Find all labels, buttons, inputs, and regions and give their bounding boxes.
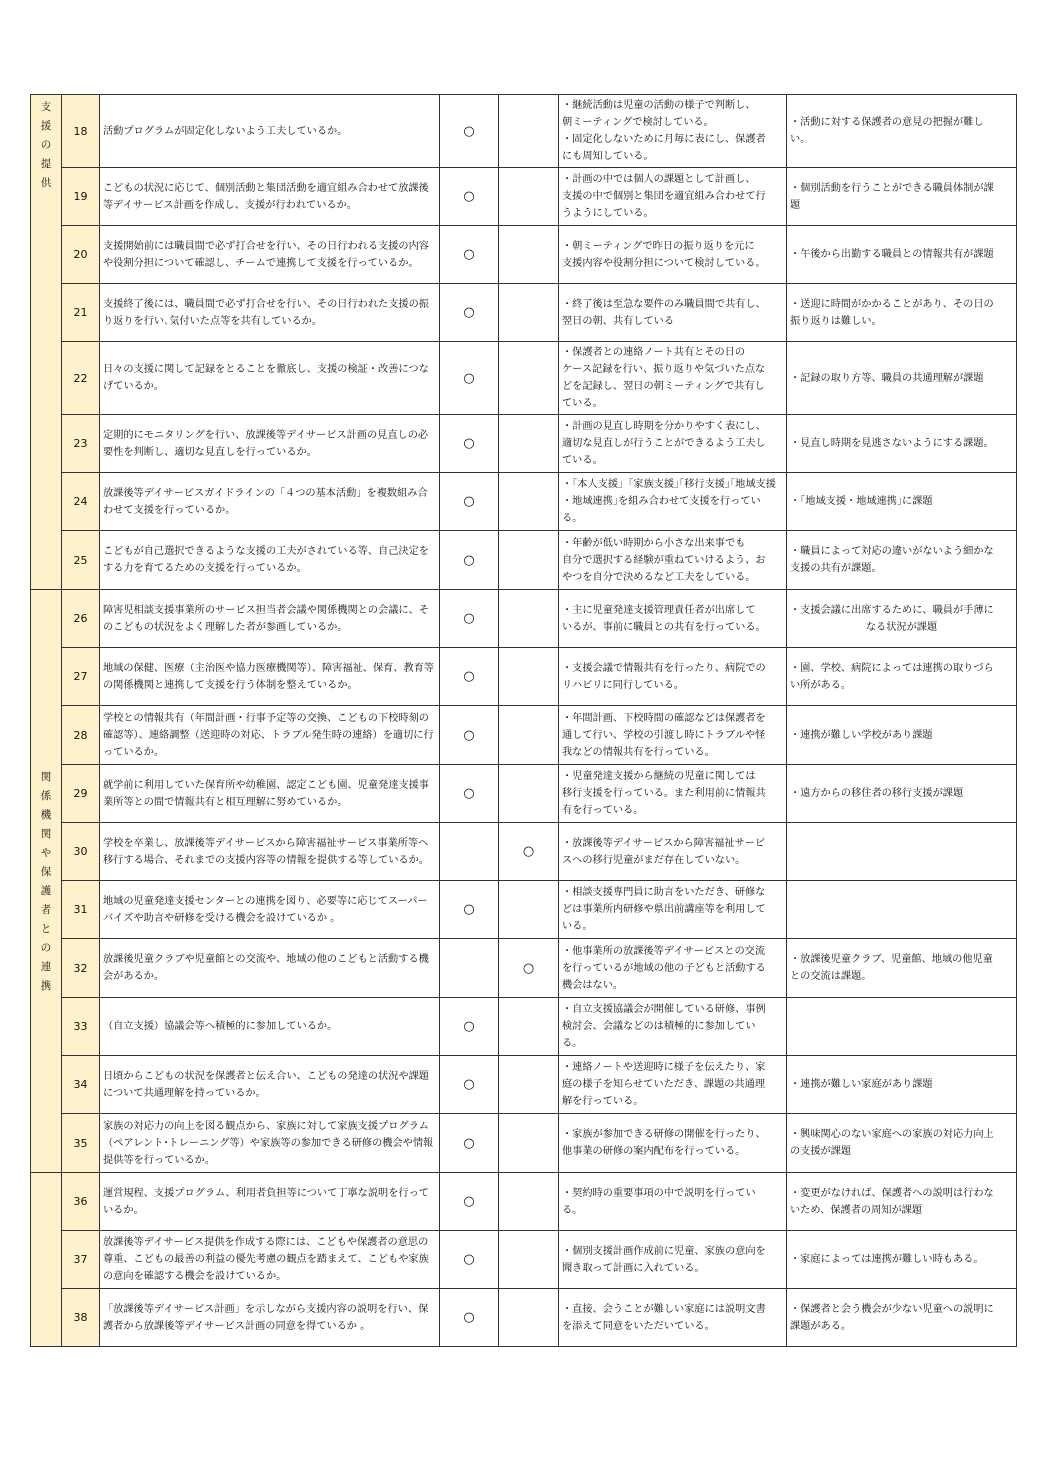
table-row (31, 415, 1017, 473)
issue-notes (787, 939, 1017, 998)
issue-notes (787, 473, 1017, 531)
effort-line: 支援の中で個別と集団を適宜組み合わせて行 (562, 191, 766, 202)
table-row (31, 939, 1017, 998)
effort-line: ・地域連携｣を組み合わせて支援を行ってい (562, 496, 761, 507)
effort-notes (559, 1289, 787, 1347)
item-question: 放課後等デイサービスガイドラインの「４つの基本活動」を複数組み合わせて支援を行っているか。 (100, 473, 440, 531)
issue-line: ・園、学校、病院によっては連携の取りづら (790, 662, 994, 674)
issue-line: ・変更がなければ、保護者への説明は行わな (790, 1187, 994, 1199)
effort-notes (559, 95, 787, 168)
effort-line: ・自立支援協議会が開催している研修、事例 (562, 1004, 766, 1015)
effort-notes (559, 531, 787, 590)
effort-notes (559, 1173, 787, 1231)
effort-notes (559, 1056, 787, 1114)
item-question: こどもの状況に応じて、個別活動と集団活動を適宜組み合わせて放課後等デイサービス計画を作成し、支援が行われているか。 (100, 168, 440, 226)
issue-notes (787, 531, 1017, 590)
effort-line: ・個別支援計画作成前に児童、家族の意向を (562, 1245, 766, 1257)
issue-notes (787, 1114, 1017, 1173)
table-row (31, 590, 1017, 648)
answer-yes: ○ (440, 706, 499, 765)
issue-notes (787, 1056, 1017, 1114)
answer-no: ○ (499, 939, 559, 998)
effort-line: ・計画の見直し時期を分かりやすく表にし、 (562, 421, 766, 432)
answer-yes (440, 939, 499, 998)
issue-notes (787, 648, 1017, 706)
issue-line: ・記録の取り方等、職員の共通理解が課題 (790, 372, 984, 384)
effort-line: ・朝ミーティングで昨日の振り返りを元に (562, 240, 755, 252)
item-question: 運営規程、支援プログラム、利用者負担等について丁寧な説明を行っているか。 (100, 1173, 440, 1231)
issue-line: 支援の共有が課題。 (790, 563, 882, 574)
issue-line: ・個別活動を行うことができる職員体制が課 (790, 182, 994, 194)
issue-notes (787, 998, 1017, 1056)
table-row (31, 168, 1017, 226)
issue-notes (787, 823, 1017, 881)
effort-line: ・年齢が低い時期から小さな出来事でも (562, 537, 746, 549)
item-number: 18 (62, 95, 100, 168)
issue-line: ・保護者と会う機会が少ない児童への説明に (790, 1303, 994, 1315)
item-number: 29 (62, 765, 100, 823)
issue-notes (787, 590, 1017, 648)
effort-line: ケース記録を行い、振り返りや気づいた点な (562, 364, 766, 375)
effort-line: る。 (562, 1038, 583, 1049)
issue-line: なる状況が課題 (865, 621, 938, 633)
effort-line: を添えて同意をいただいている。 (562, 1320, 715, 1332)
effort-line: ・連絡ノートや送迎時に様子を伝えたり、家 (562, 1062, 766, 1073)
answer-yes: ○ (440, 1114, 499, 1173)
answer-yes: ○ (440, 998, 499, 1056)
effort-line: 庭の様子を知らせていただき、課題の共通理 (562, 1079, 766, 1090)
effort-line: 機会はない。 (562, 979, 624, 991)
issue-line: ・送迎に時間がかかることがあり、その日の (790, 298, 994, 310)
issue-notes (787, 1173, 1017, 1231)
table-row (31, 531, 1017, 590)
table-row (31, 1289, 1017, 1347)
effort-line: 解を行っている。 (562, 1096, 644, 1107)
answer-no (499, 531, 559, 590)
table-row (31, 473, 1017, 531)
effort-notes (559, 1231, 787, 1289)
category-char: の (40, 139, 52, 151)
effort-line: ・保護者との連絡ノート共有とその日の (562, 347, 746, 358)
table-row (31, 765, 1017, 823)
item-question: 日々の支援に関して記録をとることを徹底し、支援の検証・改善につなげているか。 (100, 342, 440, 415)
answer-no (499, 1231, 559, 1289)
item-question: こどもが自己選択できるような支援の工夫がされている等、自己決定をする力を育てるための支援を行っているか。 (100, 531, 440, 590)
item-question: 家族の対応力の向上を図る観点から、家族に対して家族支援プログラム（ペアレント･トレーニング等）や家族等の参加できる研修の機会や情報提供等を行っているか。 (100, 1114, 440, 1173)
answer-yes: ○ (440, 168, 499, 226)
effort-line: 適切な見直しが行うことができるよう工夫し (562, 438, 766, 449)
effort-notes (559, 765, 787, 823)
answer-no (499, 95, 559, 168)
effort-line: 翌日の朝、共有している (562, 315, 675, 327)
category-char: 連 (40, 960, 52, 973)
table-row (31, 284, 1017, 342)
table-row (31, 706, 1017, 765)
answer-yes: ○ (440, 881, 499, 939)
issue-line: ・職員によって対応の違いがないよう細かな (790, 546, 994, 557)
table-row (31, 648, 1017, 706)
answer-no (499, 415, 559, 473)
effort-line: ・児童発達支援から継続の児童に関しては (562, 771, 756, 782)
effort-line: ・他事業所の放課後等デイサービスとの交流 (562, 945, 766, 957)
effort-line: にも周知している。 (562, 151, 654, 162)
item-number: 35 (62, 1114, 100, 1173)
issue-line: い。 (790, 134, 811, 145)
effort-line: ・相談支援専門員に助言をいただき、研修な (562, 887, 766, 898)
category-char: や (40, 846, 52, 859)
table-row (31, 1114, 1017, 1173)
answer-yes: ○ (440, 1056, 499, 1114)
effort-notes (559, 590, 787, 648)
category-char: 機 (40, 808, 52, 821)
category-char: の (40, 941, 52, 954)
effort-line: 聞き取って計画に入れている。 (562, 1262, 705, 1274)
effort-line: ・「本人支援」｢家族支援｣｢移行支援｣｢地域支援 (562, 479, 776, 490)
effort-line: ている。 (562, 398, 603, 409)
effort-line: ・放課後等デイサービスから障害福祉サービ (562, 837, 766, 849)
category-char: 支 (40, 101, 52, 113)
issue-line: ・遠方からの移住者の移行支援が課題 (790, 788, 964, 799)
effort-notes (559, 226, 787, 284)
item-question: 学校を卒業し、放課後等デイサービスから障害福祉サービス事業所等へ移行する場合、それまでの支援内容等の情報を提供する等しているか。 (100, 823, 440, 881)
effort-notes (559, 1114, 787, 1173)
effort-line: ・家族が参加できる研修の開催を行ったり、 (562, 1129, 766, 1140)
item-question: 「放課後等デイサービス計画」を示しながら支援内容の説明を行い、保護者から放課後等デイサービス計画の同意を得ているか 。 (100, 1289, 440, 1347)
answer-no (499, 998, 559, 1056)
answer-yes: ○ (440, 590, 499, 648)
item-number: 24 (62, 473, 100, 531)
answer-yes (440, 823, 499, 881)
issue-line: ・活動に対する保護者の意見の把握が難し (790, 117, 984, 128)
effort-notes (559, 881, 787, 939)
table-row (31, 226, 1017, 284)
item-number: 28 (62, 706, 100, 765)
item-question: 放課後等デイサービス提供を作成する際には、こどもや保護者の意思の尊重、こどもの最善の利益の優先考慮の観点を踏まえて、こどもや家族の意向を確認する機会を設けているか。 (100, 1231, 440, 1289)
table-row (31, 998, 1017, 1056)
effort-line: うようにしている。 (562, 208, 654, 219)
answer-yes: ○ (440, 226, 499, 284)
effort-notes (559, 473, 787, 531)
issue-notes (787, 226, 1017, 284)
answer-no (499, 706, 559, 765)
effort-line: 移行支援を行っている。また利用前に情報共 (562, 788, 766, 799)
effort-notes (559, 998, 787, 1056)
answer-no (499, 1056, 559, 1114)
effort-line: ・終了後は至急な要件のみ職員間で共有し、 (562, 298, 766, 310)
issue-notes (787, 284, 1017, 342)
effort-line: 検討会、会議などのは積極的に参加してい (562, 1021, 756, 1032)
answer-yes: ○ (440, 765, 499, 823)
table-row (31, 342, 1017, 415)
issue-notes (787, 765, 1017, 823)
answer-yes: ○ (440, 1173, 499, 1231)
effort-line: リハビリに同行している。 (562, 679, 684, 691)
item-question: 就学前に利用していた保育所や幼稚園、認定こども園、児童発達支援事業所等との間で情報共有と相互理解に努めているか。 (100, 765, 440, 823)
issue-line: ・放課後児童クラブ、児童館、地域の他児童 (790, 954, 993, 965)
effort-notes (559, 342, 787, 415)
item-question: 学校との情報共有（年間計画・行事予定等の交換、こどもの下校時刻の確認等）、連絡調整（送迎時の対応、トラブル発生時の連絡）を適切に行っているか。 (100, 706, 440, 765)
table-row (31, 95, 1017, 168)
category-char: 保 (40, 865, 52, 878)
table-row (31, 1173, 1017, 1231)
item-question: 支援終了後には、職員間で必ず打合せを行い、その日行われた支援の振り返りを行い､気付いた点等を共有しているか。 (100, 284, 440, 342)
effort-notes (559, 648, 787, 706)
answer-no (499, 342, 559, 415)
answer-no: ○ (499, 823, 559, 881)
item-number: 26 (62, 590, 100, 648)
item-question: 放課後児童クラブや児童館との交流や、地域の他のこどもと活動する機会があるか。 (100, 939, 440, 998)
item-number: 31 (62, 881, 100, 939)
effort-line: ・主に児童発達支援管理責任者が出席して (562, 604, 756, 616)
effort-line: る。 (562, 513, 583, 524)
item-number: 38 (62, 1289, 100, 1347)
item-number: 30 (62, 823, 100, 881)
answer-yes: ○ (440, 95, 499, 168)
item-question: 障害児相談支援事業所のサービス担当者会議や関係機関との会議に、そのこどもの状況をよく理解した者が参画しているか。 (100, 590, 440, 648)
item-number: 33 (62, 998, 100, 1056)
effort-line: ・年間計画、下校時間の確認などは保護者を (562, 712, 766, 724)
issue-line: 題 (790, 199, 801, 211)
item-number: 21 (62, 284, 100, 342)
effort-line: ・支援会議で情報共有を行ったり、病院での (562, 662, 766, 674)
effort-line: ・固定化しないために月毎に表にし、保護者 (562, 134, 766, 145)
effort-line: 自分で選択する経験が重ねていけるよう、お (562, 554, 766, 566)
issue-notes (787, 342, 1017, 415)
item-number: 22 (62, 342, 100, 415)
issue-notes (787, 706, 1017, 765)
issue-line: ・興味関心のない家庭への家族の対応力向上 (790, 1129, 994, 1140)
effort-line: ・契約時の重要事項の中で説明を行ってい (562, 1187, 756, 1199)
answer-no (499, 1173, 559, 1231)
item-question: 活動プログラムが固定化しないよう工夫しているか。 (100, 95, 440, 168)
category-char: 提 (40, 158, 52, 170)
answer-yes: ○ (440, 648, 499, 706)
issue-line: 課題がある。 (790, 1320, 852, 1332)
answer-no (499, 590, 559, 648)
issue-notes (787, 881, 1017, 939)
effort-line: いるが、事前に職員との共有を行っている。 (562, 621, 766, 633)
category-char: 護 (40, 884, 52, 897)
effort-line: ている。 (562, 455, 603, 466)
category-char: 係 (40, 789, 52, 802)
effort-notes (559, 284, 787, 342)
item-question: 日頃からこどもの状況を保護者と伝え合い、こどもの発達の状況や課題について共通理解を持っているか。 (100, 1056, 440, 1114)
answer-yes: ○ (440, 531, 499, 590)
issue-notes (787, 1289, 1017, 1347)
effort-line: どを記録し、翌日の朝ミーティングで共有し (562, 381, 765, 392)
effort-line: 有を行っている。 (562, 805, 644, 816)
item-question: 定期的にモニタリングを行い、放課後等デイサービス計画の見直しの必要性を判断し、適切な見直しを行っているか。 (100, 415, 440, 473)
effort-line: ・計画の中では個人の課題として計画し、 (562, 174, 756, 185)
effort-line: 我などの情報共有を行っている。 (562, 746, 715, 758)
category-char: 携 (40, 979, 52, 992)
issue-line: ・｢地域支援・地域連携｣に課題 (790, 496, 933, 507)
evaluation-table (30, 94, 1017, 1347)
effort-line: る。 (562, 1204, 583, 1216)
issue-line: いため、保護者の周知が課題 (790, 1204, 923, 1216)
effort-notes (559, 415, 787, 473)
table-row (31, 1056, 1017, 1114)
effort-line: 通して行い、学校の引渡し時にトラブルや怪 (562, 729, 766, 741)
item-number: 23 (62, 415, 100, 473)
item-number: 20 (62, 226, 100, 284)
answer-no (499, 765, 559, 823)
table-row (31, 881, 1017, 939)
effort-notes (559, 823, 787, 881)
item-number: 27 (62, 648, 100, 706)
item-number: 25 (62, 531, 100, 590)
issue-line: ・支援会議に出席するために、職員が手薄に (790, 604, 994, 616)
effort-line: ・継続活動は児童の活動の様子で判断し、 (562, 100, 756, 111)
effort-notes (559, 168, 787, 226)
category-char: 供 (40, 177, 52, 189)
issue-line: い所がある。 (790, 679, 852, 691)
answer-no (499, 226, 559, 284)
item-question: 支援開始前には職員間で必ず打合せを行い、その日行われる支援の内容や役割分担について確認し、チームで連携して支援を行っているか。 (100, 226, 440, 284)
item-number: 34 (62, 1056, 100, 1114)
category-char: 援 (40, 120, 52, 132)
answer-yes: ○ (440, 284, 499, 342)
issue-line: ・見直し時期を見逃さないようにする課題。 (790, 438, 994, 449)
effort-line: いる。 (562, 921, 593, 932)
issue-line: との交流は課題。 (790, 971, 872, 982)
effort-notes (559, 706, 787, 765)
effort-line: やつを自分で決めるなど工夫をしている。 (562, 571, 756, 583)
table-body (31, 95, 1017, 1347)
issue-line: ・家庭によっては連携が難しい時もある。 (790, 1254, 984, 1265)
effort-line: スへの移行児童がまだ存在していない。 (562, 854, 746, 866)
category-char: 関 (40, 827, 52, 840)
table-row (31, 1231, 1017, 1289)
answer-yes: ○ (440, 415, 499, 473)
category-char: 関 (40, 770, 52, 783)
table-row (31, 823, 1017, 881)
category-char: 者 (40, 903, 52, 916)
answer-yes: ○ (440, 473, 499, 531)
item-question: （自立支援）協議会等へ積極的に参加しているか。 (100, 998, 440, 1056)
effort-line: 支援内容や役割分担について検討している。 (562, 257, 766, 269)
effort-line: どは事業所内研修や県出前講座等を利用して (562, 904, 766, 915)
answer-yes: ○ (440, 342, 499, 415)
category-support (31, 95, 62, 590)
issue-line: の支援が課題 (790, 1146, 852, 1157)
effort-line: 朝ミーティングで検討している。 (562, 117, 714, 128)
category-char: と (40, 922, 52, 935)
evaluation-table-sheet (30, 94, 1016, 1347)
category-explanation (31, 1173, 62, 1347)
issue-notes (787, 1231, 1017, 1289)
item-number: 37 (62, 1231, 100, 1289)
issue-notes (787, 168, 1017, 226)
answer-no (499, 473, 559, 531)
issue-line: 振り返りは難しい。 (790, 315, 882, 327)
answer-yes: ○ (440, 1231, 499, 1289)
category-cooperation (31, 590, 62, 1173)
effort-line: を行っているが地域の他の子どもと活動する (562, 962, 766, 974)
answer-yes: ○ (440, 1289, 499, 1347)
answer-no (499, 1114, 559, 1173)
effort-notes (559, 939, 787, 998)
issue-line: ・連携が難しい家庭があり課題 (790, 1079, 933, 1090)
issue-notes (787, 95, 1017, 168)
effort-line: ・直接、会うことが難しい家庭には説明文書 (562, 1303, 766, 1315)
answer-no (499, 168, 559, 226)
answer-no (499, 284, 559, 342)
answer-no (499, 1289, 559, 1347)
item-question: 地域の保健、医療（主治医や協力医療機関等）、障害福祉、保育、教育等の関係機関と連携して支援を行う体制を整えているか。 (100, 648, 440, 706)
answer-no (499, 881, 559, 939)
issue-line: ・連携が難しい学校があり課題 (790, 729, 933, 741)
item-number: 32 (62, 939, 100, 998)
answer-no (499, 648, 559, 706)
issue-notes (787, 415, 1017, 473)
item-number: 36 (62, 1173, 100, 1231)
item-number: 19 (62, 168, 100, 226)
effort-line: 他事業の研修の案内配布を行っている。 (562, 1146, 746, 1157)
item-question: 地域の児童発達支援センターとの連携を図り、必要等に応じてスーパーバイズや助言や研修を受ける機会を設けているか 。 (100, 881, 440, 939)
issue-line: ・午後から出勤する職員との情報共有が課題 (790, 249, 994, 260)
